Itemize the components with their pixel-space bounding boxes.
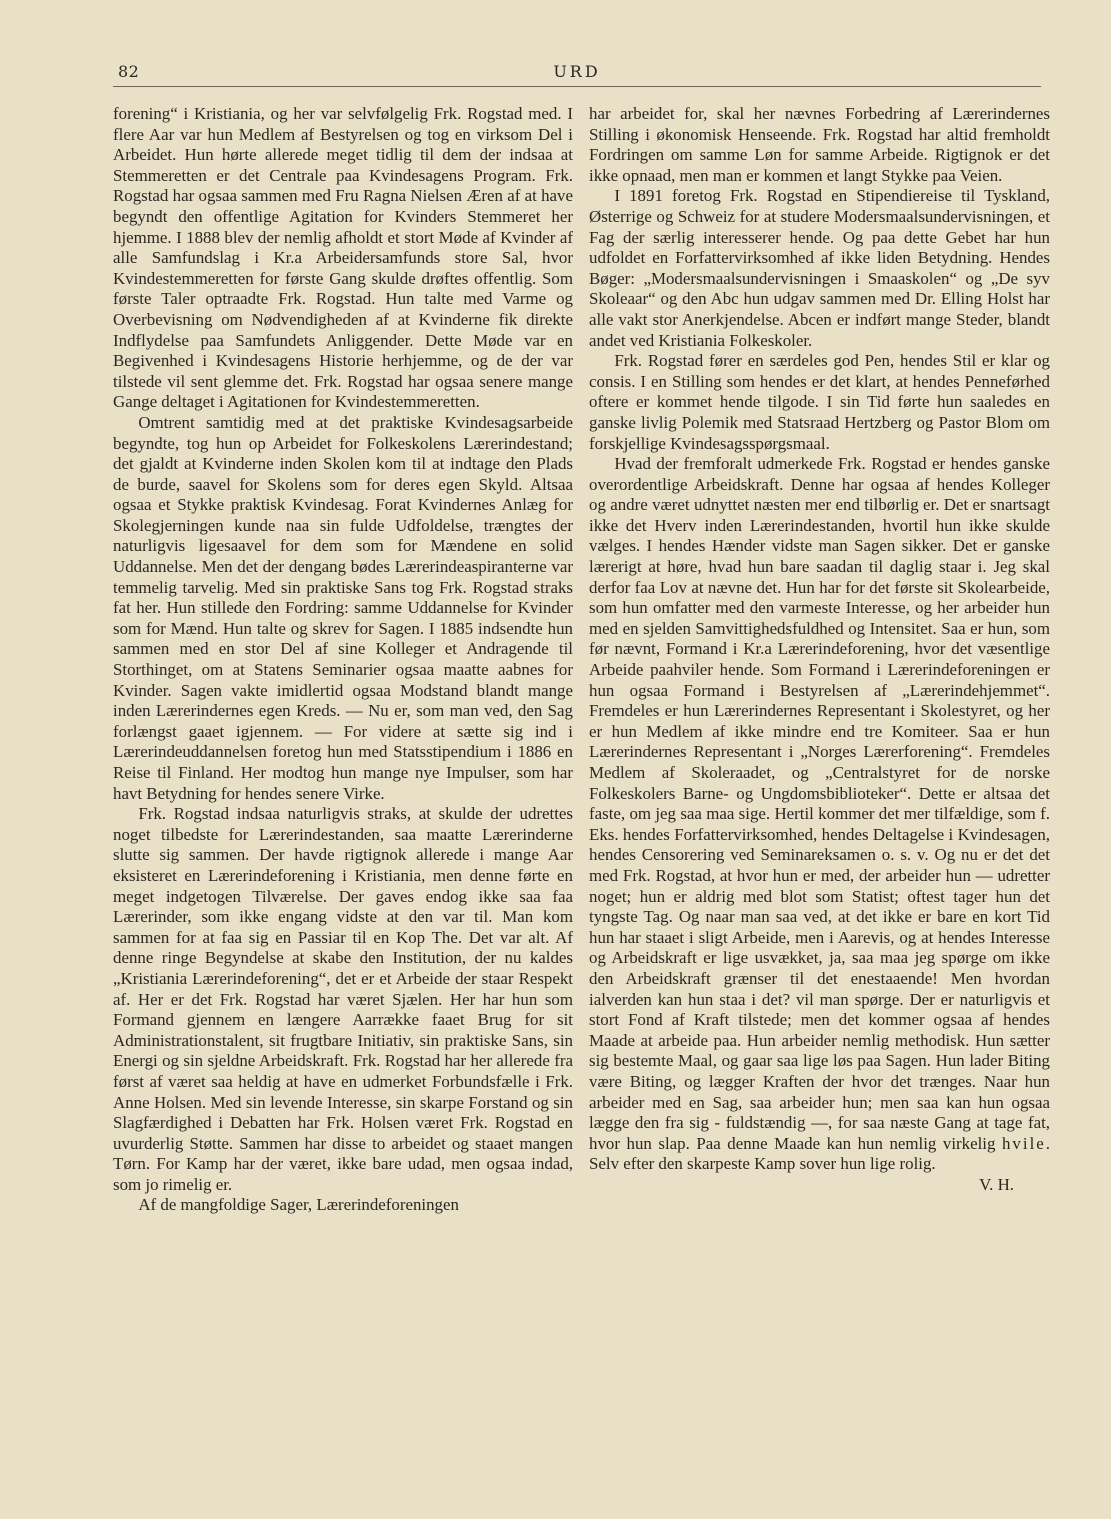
paragraph: Frk. Rogstad fører en særdeles god Pen, hendes Stil er klar og consis. I en Stilling som hendes er det klart, at hendes Penneførhed oftere er kommet hende tilgode. I sin Tid førte hun saaledes en ganske livlig Polemik med Statsraad Hertzberg og Pastor Blom om forskjellige Kvindesagsspørgsmaal. bbox=[589, 351, 1050, 453]
spaced-word: hvile bbox=[1001, 1133, 1046, 1153]
paragraph: Af de mangfoldige Sager, Lærerindeforeningen bbox=[138, 1195, 459, 1215]
right-column bbox=[589, 104, 1050, 1450]
paragraph-text: Hvad der fremforalt udmerkede Frk. Rogstad er hendes ganske overordentlige Arbeidskraft. Denne har ogsaa af hendes Kolleger og andre været udnyttet næsten mer end tilbørlig er. Det er snartsagt ikke det Hverv inden Lærerindestanden, hvortil hun ikke skulde vælges. I hendes Hænder vidste man Sagen sikker. Det er ganske lærerigt at høre, hvad hun bare saadan til daglig staar i. Jeg skal derfor faa Lov at nævne det. Hun har for det første sit Skolearbeide, som hun omfatter med den varmeste Interesse, og her arbeider hun med en sjelden Samvittighedsfuldhed og Intensitet. Saa er hun, som før nævnt, Formand i Kr.a Lærerindeforening, hvor det væsentlige Arbeide paahviler hende. Som Formand i Lærerindeforeningen er hun ogsaa Formand i Bestyrelsen af „Lærerindehjemmet“. Fremdeles er hun Lærerindernes Representant i Skolestyret, og her er hun Medlem af ikke mindre end tre Komiteer. Saa er hun Lærerindernes Representant i „Norges Lærerforening“. Fremdeles Medlem af Skoleraadet, og „Centralstyret for de norske Folkeskolers Barne- og Ungdomsbiblioteker“. Dette er altsaa det faste, om jeg saa maa sige. Hertil kommer det mer tilfældige, som f. Eks. hendes Forfattervirksomhed, hendes Deltagelse i Kvindesagen, hendes Censorering ved Seminareksamen o. s. v. Og nu er det det med Frk. Rogstad, at hvor hun er med, der arbeider hun — udretter noget; hun er aldrig med blot som Statist; oftest tager hun det tyngste Tag. Og naar man saa ved, at det ikke er bare en kort Tid hun har staaet i sligt Arbeide, men i Aarevis, og at hendes Interesse og Arbeidskraft er lige usvækket, ja, saa maa jeg spørge om ikke den Arbeidskraft grænser til det enestaaende! Men hvordan ialverden kan hun staa i det? vil man spørge. Der er naturligvis et stort Fond af Kraft tilstede; men det kommer ogsaa af hendes Maade at arbeide paa. Hun arbeider nemlig methodisk. Hun sætter sig bestemte Maal, og gaar saa lige løs paa Sagen. Hun lader Biting være Biting, og lægger Kraften der hvor det trænges. Naar hun arbeider med en Sag, saa arbeider hun; men saa kan hun ogsaa lægge den fra sig - fuldstændig —, for saa næste Gang at tage fat, hvor hun slap. Paa denne Maade kan hun nemlig virkelig bbox=[589, 454, 1050, 1153]
page-number: 82 bbox=[118, 62, 140, 81]
paragraph bbox=[589, 454, 1050, 1175]
left-column bbox=[113, 104, 573, 1450]
signature: V. H. bbox=[979, 1174, 1014, 1194]
paragraph-text: . Selv efter den skarpeste Kamp sover hun lige rolig. bbox=[589, 1133, 1050, 1174]
paragraph: forening“ i Kristiania, og her var selvfølgelig Frk. Rogstad med. I flere Aar var hun Medlem af Bestyrelsen og tog en virksom Del i Arbeidet. Hun hørte allerede meget tidlig til dem der indsaa at Stemmeretten er det Centrale paa Kvindesagens Program. Frk. Rogstad har ogsaa sammen med Fru Ragna Nielsen Æren af at have begyndt den offentlige Agitation for Kvinders Stemmeret her hjemme. I 1888 blev der nemlig afholdt et stort Møde af Kvinder af alle Samfundslag i Kr.a Arbeidersamfunds store Sal, hvor Kvindestemmeretten for første Gang skulde drøftes offentlig. Som første Taler optraadte Frk. Rogstad. Hun talte med Varme og Overbevisning om Nødvendigheden af at Kvinderne fik direkte Indflydelse paa Samfundets Anliggender. Dette Møde var en Begivenhed i Kvindesagens Historie herhjemme, og de der var tilstede vil sent glemme det. Frk. Rogstad har ogsaa senere mange Gange deltaget i Agitationen for Kvindestemmeretten. bbox=[113, 104, 573, 412]
paragraph: Frk. Rogstad indsaa naturligvis straks, at skulde der udrettes noget tilbedste for Lærerindestanden, saa maatte Lærerinderne slutte sig sammen. Der havde rigtignok allerede i mange Aar eksisteret en Lærerindeforening i Kristiania, men denne førte en meget indgetogen Tilværelse. Der gaves endog ikke saa faa Lærerinder, som ikke engang vidste at den var til. Man kom sammen for at faa sig en Passiar til en Kop The. Det var alt. Af denne ringe Begyndelse at skabe den Institution, der nu kaldes „Kristiania Lærerindeforening“, det er et Arbeide der staar Respekt af. Her er det Frk. Rogstad har været Sjælen. Her har hun som Formand gjennem en længere Aarrække faaet Brug for sit Administrationstalent, sit frugtbare Initiativ, sin praktiske Sans, sin Energi og sin sjeldne Arbeidskraft. Frk. Rogstad har her allerede fra først af været saa heldig at have en udmerket Forbundsfælle i Frk. Anne Holsen. Med sin levende Interesse, sin skarpe Forstand og sin Slagfærdighed i Debatten har Frk. Holsen været Frk. Rogstad en uvurderlig Støtte. Sammen har disse to arbeidet og staaet mangen Tørn. For Kamp har der været, ikke bare udad, men ogsaa indad, som jo rimelig er. bbox=[113, 804, 573, 1194]
paragraph: har arbeidet for, skal her nævnes Forbedring af Lærerindernes Stilling i økonomisk Henseende. Frk. Rogstad har altid fremholdt Fordringen om samme Løn for samme Arbeide. Rigtignok er det ikke opnaad, men man er kommen et langt Stykke paa Veien. bbox=[589, 104, 1050, 185]
paragraph: I 1891 foretog Frk. Rogstad en Stipendiereise til Tyskland, Østerrige og Schweiz for at studere Modersmaalsundervisningen, et Fag der særlig interesserer hende. Og paa dette Gebet har hun udfoldet en Forfattervirksomhed af ikke liden Betydning. Hendes Bøger: „Modersmaalsundervisningen i Smaaskolen“ og „De syv Skoleaar“ og den Abc hun udgav sammen med Dr. Elling Holst har alle vakt stor Anerkjendelse. Abcen er indført mange Steder, blandt andet ved Kristiania Folkeskoler. bbox=[589, 186, 1050, 350]
running-title: URD bbox=[553, 62, 601, 81]
paragraph: Omtrent samtidig med at det praktiske Kvindesagsarbeide begyndte, tog hun op Arbeidet for Folkeskolens Lærerindestand; det gjaldt at Kvinderne inden Skolen kom til at indtage den Plads de burde, saavel for Skolens som for deres egen Skyld. Altsaa ogsaa et Stykke praktisk Kvindesag. Forat Kvindernes Anlæg for Skolegjerningen kunde naa sin fulde Udfoldelse, trængtes der naturligvis ligesaavel for dem som for Mændene en solid Uddannelse. Men det der dengang bødes Lærerindeaspiranterne var temmelig tarvelig. Med sin praktiske Sans tog Frk. Rogstad straks fat her. Hun stillede den Fordring: samme Uddannelse for Kvinder som for Mænd. Hun talte og skrev for Sagen. I 1885 indsendte hun sammen med en stor Del af sine Kolleger et Andragende til Storthinget, om at Statens Seminarier ogsaa maatte aabnes for Kvinder. Sagen vakte imidlertid ogsaa Modstand blandt mange inden Lærerindernes egen Kreds. — Nu er, som man ved, den Sag forlængst gaaet igjennem. — For videre at sætte sig ind i Lærerindeuddannelsen foretog hun med Statsstipendium i 1886 en Reise til Finland. Her modtog hun mange nye Impulser, som har havt Betydning for hendes senere Virke. bbox=[113, 412, 573, 803]
page-header bbox=[113, 62, 1041, 87]
